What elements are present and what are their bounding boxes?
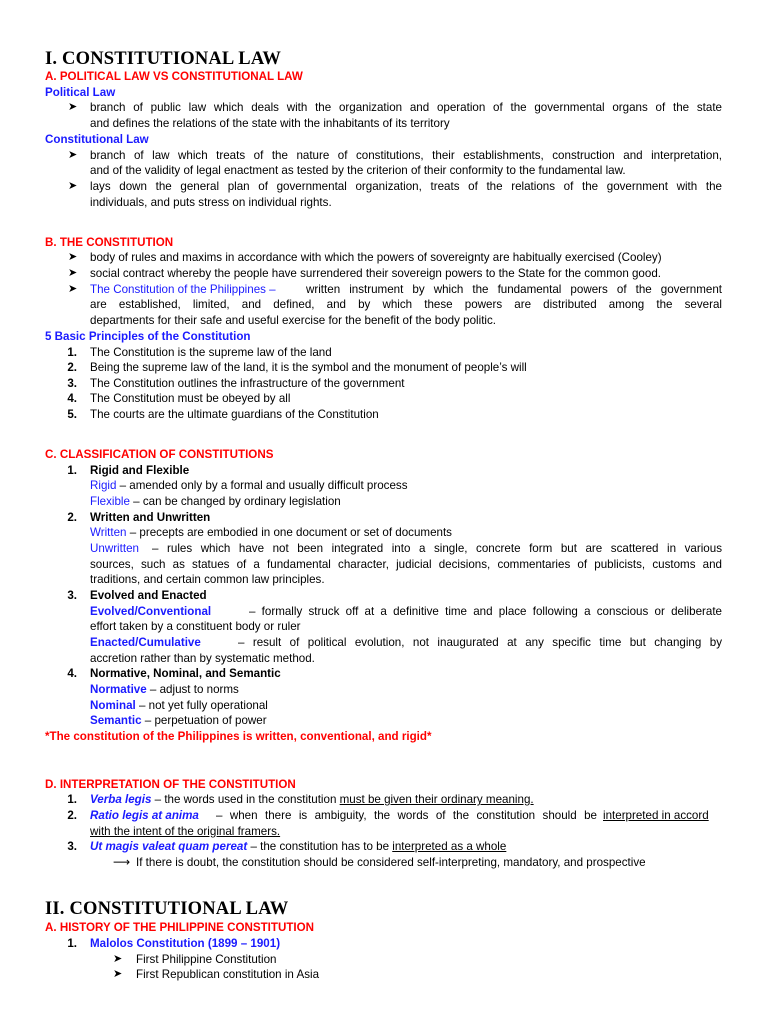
underlined-text: must be given their ordinary meaning.: [339, 793, 534, 806]
section-title: A. HISTORY OF THE PHILIPPINE CONSTITUTION: [45, 921, 315, 934]
classification-line: [90, 478, 408, 494]
definition-text: – adjust to norms: [146, 683, 239, 696]
list-number: 2.: [67, 809, 77, 822]
defined-term: Normative: [90, 683, 147, 696]
definition-text: accretion rather than by systematic method.: [90, 652, 315, 665]
definition-text: effort taken by a constituent body or ruler: [90, 620, 301, 633]
bullet-text: social contract whereby the people have surrendered their sovereign powers to the State for the common good.: [90, 267, 661, 280]
page-heading: II. CONSTITUTIONAL LAW: [45, 899, 289, 919]
arrowhead-bullet-icon: ➤: [113, 968, 123, 980]
interpretation-line: [90, 839, 506, 855]
defined-term: Flexible: [90, 495, 130, 508]
list-number: 5.: [67, 408, 77, 421]
constitution-title: Malolos Constitution (1899 – 1901): [90, 937, 281, 950]
definition-text: traditions, and certain common law principles.: [90, 573, 325, 586]
arrowhead-bullet-icon: ➤: [68, 101, 78, 113]
bullet-text: individuals, and puts stress on individual rights.: [90, 196, 332, 209]
classification-line: [90, 682, 239, 698]
definition-text: – when there is ambiguity, the words of the constitution should be: [216, 809, 597, 822]
defined-term: Enacted/Cumulative: [90, 636, 201, 649]
page-heading: I. CONSTITUTIONAL LAW: [45, 49, 282, 69]
underlined-text: interpreted in accord: [603, 809, 709, 822]
arrowhead-bullet-icon: ➤: [68, 267, 78, 279]
bullet-text: are established, limited, and defined, and by which these powers are distributed among the several: [90, 298, 722, 311]
definition-text: – amended only by a formal and usually difficult process: [116, 479, 408, 492]
defined-term: The Constitution of the Philippines –: [90, 283, 276, 296]
classification-title: Rigid and Flexible: [90, 464, 190, 477]
list-number: 1.: [67, 937, 77, 950]
latin-term: Verba legis: [90, 793, 152, 806]
bullet-text: body of rules and maxims in accordance with which the powers of sovereignty are habitually exercised (Cooley): [90, 251, 662, 264]
definition-text: – perpetuation of power: [141, 714, 267, 727]
definition-text: – the constitution has to be: [247, 840, 393, 853]
latin-term: Ratio legis at anima: [90, 809, 199, 822]
section-title: C. CLASSIFICATION OF CONSTITUTIONS: [45, 448, 274, 461]
list-number: 4.: [67, 667, 77, 680]
defined-term: Semantic: [90, 714, 142, 727]
bullet-text: lays down the general plan of governmental organization, treats of the relations of the government with the: [90, 180, 722, 193]
latin-term: Ut magis valeat quam pereat: [90, 840, 248, 853]
sub-bullet-text: If there is doubt, the constitution should be considered self-interpreting, mandatory, and prospective: [136, 856, 646, 869]
arrowhead-bullet-icon: ➤: [68, 251, 78, 263]
arrowhead-bullet-icon: ➤: [68, 283, 78, 295]
definition-text: sources, such as statues of a fundamental character, judicial decisions, commentaries of publicists, customs and: [90, 558, 722, 571]
right-arrow-icon: ⟶: [113, 855, 131, 869]
classification-title: Normative, Nominal, and Semantic: [90, 667, 281, 680]
definition-text: – result of political evolution, not inaugurated at any specific time but changing by: [238, 636, 722, 649]
classification-line: [90, 525, 452, 541]
list-item: The Constitution must be obeyed by all: [90, 392, 291, 405]
classification-title: Written and Unwritten: [90, 511, 211, 524]
list-number: 3.: [67, 377, 77, 390]
bullet-text: First Philippine Constitution: [136, 953, 277, 966]
interpretation-line: [90, 792, 534, 808]
note-text: *The constitution of the Philippines is written, conventional, and rigid*: [45, 730, 432, 743]
defined-term: Nominal: [90, 699, 136, 712]
defined-term: Rigid: [90, 479, 117, 492]
list-item: The courts are the ultimate guardians of the Constitution: [90, 408, 379, 421]
classification-title: Evolved and Enacted: [90, 589, 207, 602]
list-number: 2.: [67, 361, 77, 374]
subsection-label: 5 Basic Principles of the Constitution: [45, 330, 251, 343]
list-item: Being the supreme law of the land, it is the symbol and the monument of people’s will: [90, 361, 527, 374]
classification-line: [90, 713, 267, 729]
definition-text: – precepts are embodied in one document or set of documents: [126, 526, 452, 539]
arrowhead-bullet-icon: ➤: [68, 149, 78, 161]
definition-text: – can be changed by ordinary legislation: [129, 495, 341, 508]
list-number: 2.: [67, 511, 77, 524]
list-number: 3.: [67, 589, 77, 602]
underlined-text: interpreted as a whole: [392, 840, 507, 853]
list-number: 1.: [67, 346, 77, 359]
list-number: 1.: [67, 464, 77, 477]
list-item: The Constitution is the supreme law of the land: [90, 346, 332, 359]
classification-line: [90, 698, 268, 714]
section-title: D. INTERPRETATION OF THE CONSTITUTION: [45, 778, 296, 791]
bullet-text: written instrument by which the fundamental powers of the government: [306, 283, 722, 296]
bullet-text: and of the validity of legal enactment as tested by the criterion of their conformity to the fundamental law.: [90, 164, 626, 177]
defined-term: Evolved/Conventional: [90, 605, 212, 618]
bullet-text: First Republican constitution in Asia: [136, 968, 320, 981]
definition-text: – rules which have not been integrated into a single, concrete form but are scattered in various: [152, 542, 722, 555]
definition-text: – formally struck off at a definitive time and place following a conscious or deliberate: [249, 605, 722, 618]
arrowhead-bullet-icon: ➤: [68, 180, 78, 192]
subsection-label: Political Law: [45, 86, 116, 99]
list-number: 3.: [67, 840, 77, 853]
definition-text: – not yet fully operational: [135, 699, 268, 712]
section-title: B. THE CONSTITUTION: [45, 236, 174, 249]
subsection-label: Constitutional Law: [45, 133, 149, 146]
bullet-text: branch of public law which deals with the organization and operation of the governmental organs of the state: [90, 101, 722, 114]
section-title: A. POLITICAL LAW VS CONSTITUTIONAL LAW: [45, 70, 303, 83]
bullet-text: and defines the relations of the state with the inhabitants of its territory: [90, 117, 450, 130]
defined-term: Written: [90, 526, 127, 539]
arrowhead-bullet-icon: ➤: [113, 953, 123, 965]
classification-line: [90, 494, 341, 510]
definition-text: – the words used in the constitution: [151, 793, 340, 806]
list-item: The Constitution outlines the infrastructure of the government: [90, 377, 405, 390]
underlined-text: with the intent of the original framers.: [90, 825, 281, 838]
defined-term: Unwritten: [90, 542, 139, 555]
bullet-text: branch of law which treats of the nature of constitutions, their establishments, construction and interpretation,: [90, 149, 722, 162]
list-number: 1.: [67, 793, 77, 806]
list-number: 4.: [67, 392, 77, 405]
bullet-text: departments for their safe and useful exercise for the benefit of the body politic.: [90, 314, 497, 327]
